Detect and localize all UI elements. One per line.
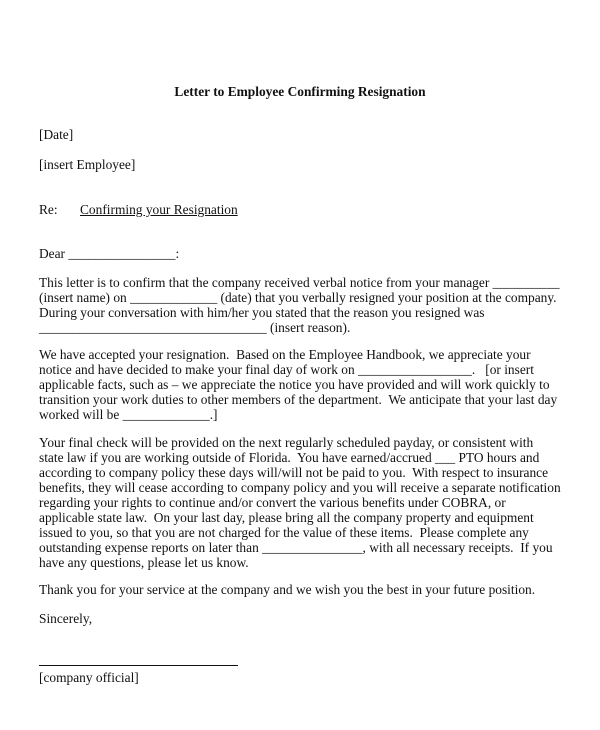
paragraph-line: issued to you, so that you are not charged for the value of these items. Please complete any [39, 525, 529, 540]
paragraph-line: Your final check will be provided on the next regularly scheduled payday, or consistent with [39, 435, 534, 450]
letter-title: Letter to Employee Confirming Resignation [174, 84, 426, 99]
date-placeholder: [Date] [39, 127, 74, 142]
paragraph-line: regarding your rights to continue and/or convert the various benefits under COBRA, or [39, 495, 506, 510]
paragraph-line: This letter is to confirm that the company received verbal notice from your manager __________ [39, 275, 560, 290]
signature-line [39, 665, 238, 666]
paragraph-line: __________________________________ (insert reason). [39, 320, 351, 335]
paragraph-notice [39, 275, 584, 335]
paragraph-line: (insert name) on _____________ (date) that you verbally resigned your position at the company. [39, 290, 557, 305]
paragraph-final-check [39, 435, 584, 570]
paragraph-line: During your conversation with him/her you stated that the reason you resigned was [39, 305, 485, 320]
paragraph-line: notice and have decided to make your final day of work on _________________. [or insert [39, 362, 534, 377]
re-label: Re: [39, 202, 58, 217]
paragraph-line: have any questions, please let us know. [39, 555, 249, 570]
employee-placeholder: [insert Employee] [39, 157, 136, 172]
paragraph-line: worked will be _____________.] [39, 407, 218, 422]
closing: Sincerely, [39, 611, 93, 626]
re-subject: Confirming your Resignation [80, 202, 238, 217]
paragraph-line: We have accepted your resignation. Based on the Employee Handbook, we appreciate your [39, 347, 531, 362]
paragraph-line: benefits, they will cease according to company policy and you will receive a separate notification [39, 480, 561, 495]
signer-placeholder: [company official] [39, 670, 139, 685]
paragraph-line: transition your work duties to other members of the department. We anticipate that your last day [39, 392, 558, 407]
paragraph-acceptance [39, 347, 584, 422]
paragraph-line: state law if you are working outside of Florida. You have earned/accrued ___ PTO hours and [39, 450, 540, 465]
salutation: Dear ________________: [39, 246, 180, 261]
paragraph-line: outstanding expense reports on later than _______________, with all necessary receipts. If you [39, 540, 553, 555]
thanks-line: Thank you for your service at the company and we wish you the best in your future position. [39, 582, 536, 597]
paragraph-line: applicable facts, such as – we appreciate the notice you have provided and will work quickly to [39, 377, 550, 392]
paragraph-line: applicable state law. On your last day, please bring all the company property and equipment [39, 510, 534, 525]
paragraph-line: according to company policy these days will/will not be paid to you. With respect to insurance [39, 465, 549, 480]
